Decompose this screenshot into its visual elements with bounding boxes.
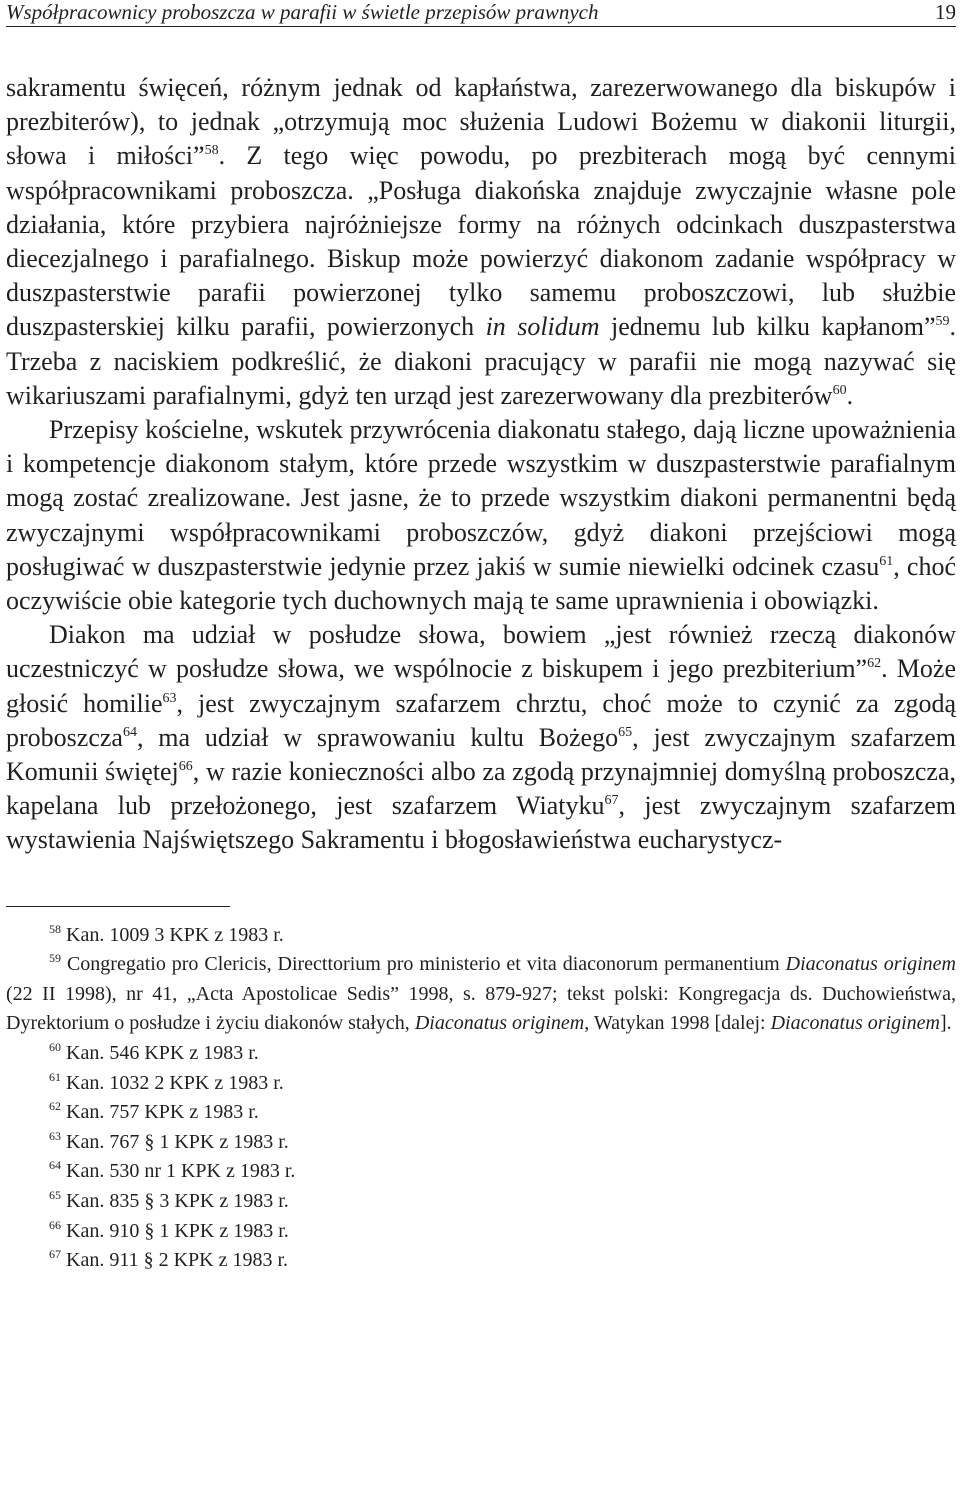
footnote [6, 1217, 956, 1247]
italic-text: Diaconatus originem [785, 953, 956, 976]
text-run: jednemu lub kilku kapłanom” [599, 312, 936, 342]
footnote-reference: 62 [867, 656, 882, 672]
running-header-title: Współpracownicy proboszcza w parafii w świetle przepisów prawnych [6, 0, 599, 24]
text-run: , jest zwyczajnym szafarzem Komunii świętej [6, 722, 956, 787]
running-header [6, 0, 956, 27]
text-run: , ma udział w sprawowaniu kultu Bożego [136, 722, 619, 752]
footnote-reference: 67 [604, 793, 619, 809]
text-run: Kan. 1032 2 KPK z 1983 r. [66, 1071, 284, 1094]
footnote-number: 60 [49, 1040, 61, 1055]
text-run: Kan. 757 KPK z 1983 r. [66, 1101, 259, 1124]
footnote-number: 63 [49, 1128, 61, 1143]
footnote-reference: 61 [879, 553, 894, 569]
text-run: Kan. 767 § 1 KPK z 1983 r. [66, 1130, 289, 1153]
footnote-reference: 59 [935, 314, 950, 330]
footnote-reference: 66 [178, 759, 193, 775]
document-page [6, 0, 956, 1276]
footnote [6, 1128, 956, 1158]
text-run: ]. [940, 1012, 952, 1035]
body-paragraph [6, 413, 956, 618]
page-number: 19 [935, 0, 956, 24]
footnote-number: 58 [49, 921, 61, 936]
italic-text: Diaconatus originem [414, 1012, 585, 1035]
footnote [6, 1157, 956, 1187]
body-text [6, 71, 956, 858]
text-run: . Z tego więc powodu, po prezbiterach mogą być cennymi współpracownikami proboszcza. „Posługa diakońska znajduje zwyczajnie własne pole działania, które przybiera najróżniejsze formy na różnych odcinkach duszpasterstwa diecezjalnego i parafialnego. Biskup może powierzyć diakonom zadanie współpracy w duszpasterstwie parafii powierzonej tylko samemu proboszczowi, lub służbie duszpasterskiej kilku parafii, powierzonych [6, 141, 956, 342]
footnote-number: 64 [49, 1158, 61, 1173]
text-run: , choć oczywiście obie kategorie tych duchownych mają te same uprawnienia i obowiązki. [6, 551, 956, 616]
text-run: , jest zwyczajnym szafarzem wystawienia Najświętszego Sakramentu i błogosławieństwa eucharystycz- [6, 791, 956, 855]
footnote-number: 62 [49, 1099, 61, 1114]
footnote-separator [6, 906, 230, 907]
footnote [6, 950, 956, 1039]
text-run: Kan. 530 nr 1 KPK z 1983 r. [66, 1160, 296, 1183]
footnote-reference: 58 [204, 143, 219, 159]
footnote [6, 1246, 956, 1276]
footnote-reference: 60 [832, 382, 847, 398]
italic-text: in solidum [485, 312, 600, 342]
text-run: (22 II 1998), nr 41, „Acta Apostolicae Sedis” 1998, s. 879-927; tekst polski: Kongregacja ds. Duchowieństwa, Dyrektorium o posłudze i życiu diakonów stałych, [6, 982, 956, 1035]
footnote-number: 65 [49, 1188, 61, 1203]
text-run: . Trzeba z naciskiem podkreślić, że diakoni pracujący w parafii nie mogą nazywać się wikariuszami parafialnymi, gdyż ten urząd jest zarezerwowany dla prezbiterów [6, 312, 956, 410]
footnote [6, 1039, 956, 1069]
italic-text: Diaconatus originem [770, 1012, 940, 1035]
body-paragraph [6, 71, 956, 413]
body-paragraph [6, 618, 956, 857]
footnote-reference: 64 [122, 724, 137, 740]
text-run: , w razie konieczności albo za zgodą przynajmniej domyślną proboszcza, kapelana lub przełożonego, jest szafarzem Wiatyku [6, 757, 956, 821]
text-run: Kan. 911 § 2 KPK z 1983 r. [66, 1249, 289, 1272]
footnote-number: 59 [49, 951, 61, 966]
text-run: , Watykan 1998 [dalej: [584, 1012, 771, 1035]
footnotes [6, 921, 956, 1276]
footnote [6, 1187, 956, 1217]
footnote [6, 921, 956, 951]
text-run: Kan. 546 KPK z 1983 r. [66, 1042, 259, 1065]
text-run: Kan. 910 § 1 KPK z 1983 r. [66, 1219, 289, 1242]
text-run: Przepisy kościelne, wskutek przywrócenia diakonatu stałego, dają liczne upoważnienia i kompetencje diakonom stałym, które przede wszystkim w duszpasterstwie parafialnym mogą zostać zrealizowane. Jest jasne, że to przede wszystkim diakoni permanentni będą zwyczajnymi współpracownikami proboszczów, gdyż diakoni przejściowi mogą posługiwać w duszpasterstwie jedynie przez jakiś w sumie niewielki odcinek czasu [6, 415, 956, 581]
footnote-number: 67 [49, 1247, 61, 1262]
footnote-number: 61 [49, 1069, 61, 1084]
text-run: , jest zwyczajnym szafarzem chrztu, choć może to czynić za zgodą proboszcza [6, 688, 956, 752]
text-run: Diakon ma udział w posłudze słowa, bowiem „jest również rzeczą diakonów uczestniczyć w posłudze słowa, we wspólnocie z biskupem i jego prezbiterium” [6, 620, 956, 684]
text-run: Congregatio pro Clericis, Directtorium pro ministerio et vita diaconorum permanentium [66, 953, 786, 976]
text-run: . Może głosić homilie [6, 654, 956, 718]
footnote [6, 1098, 956, 1128]
footnote-reference: 63 [162, 690, 177, 706]
footnote-reference: 65 [618, 724, 633, 740]
text-run: Kan. 835 § 3 KPK z 1983 r. [66, 1190, 289, 1213]
text-run: Kan. 1009 3 KPK z 1983 r. [66, 923, 284, 946]
footnote-number: 66 [49, 1217, 61, 1232]
text-run: . [846, 380, 854, 410]
text-run: sakramentu święceń, różnym jednak od kapłaństwa, zarezerwowanego dla biskupów i prezbiterów), to jednak „otrzymują moc służenia Ludowi Bożemu w diakonii liturgii, słowa i miłości” [6, 73, 956, 171]
footnote [6, 1069, 956, 1099]
